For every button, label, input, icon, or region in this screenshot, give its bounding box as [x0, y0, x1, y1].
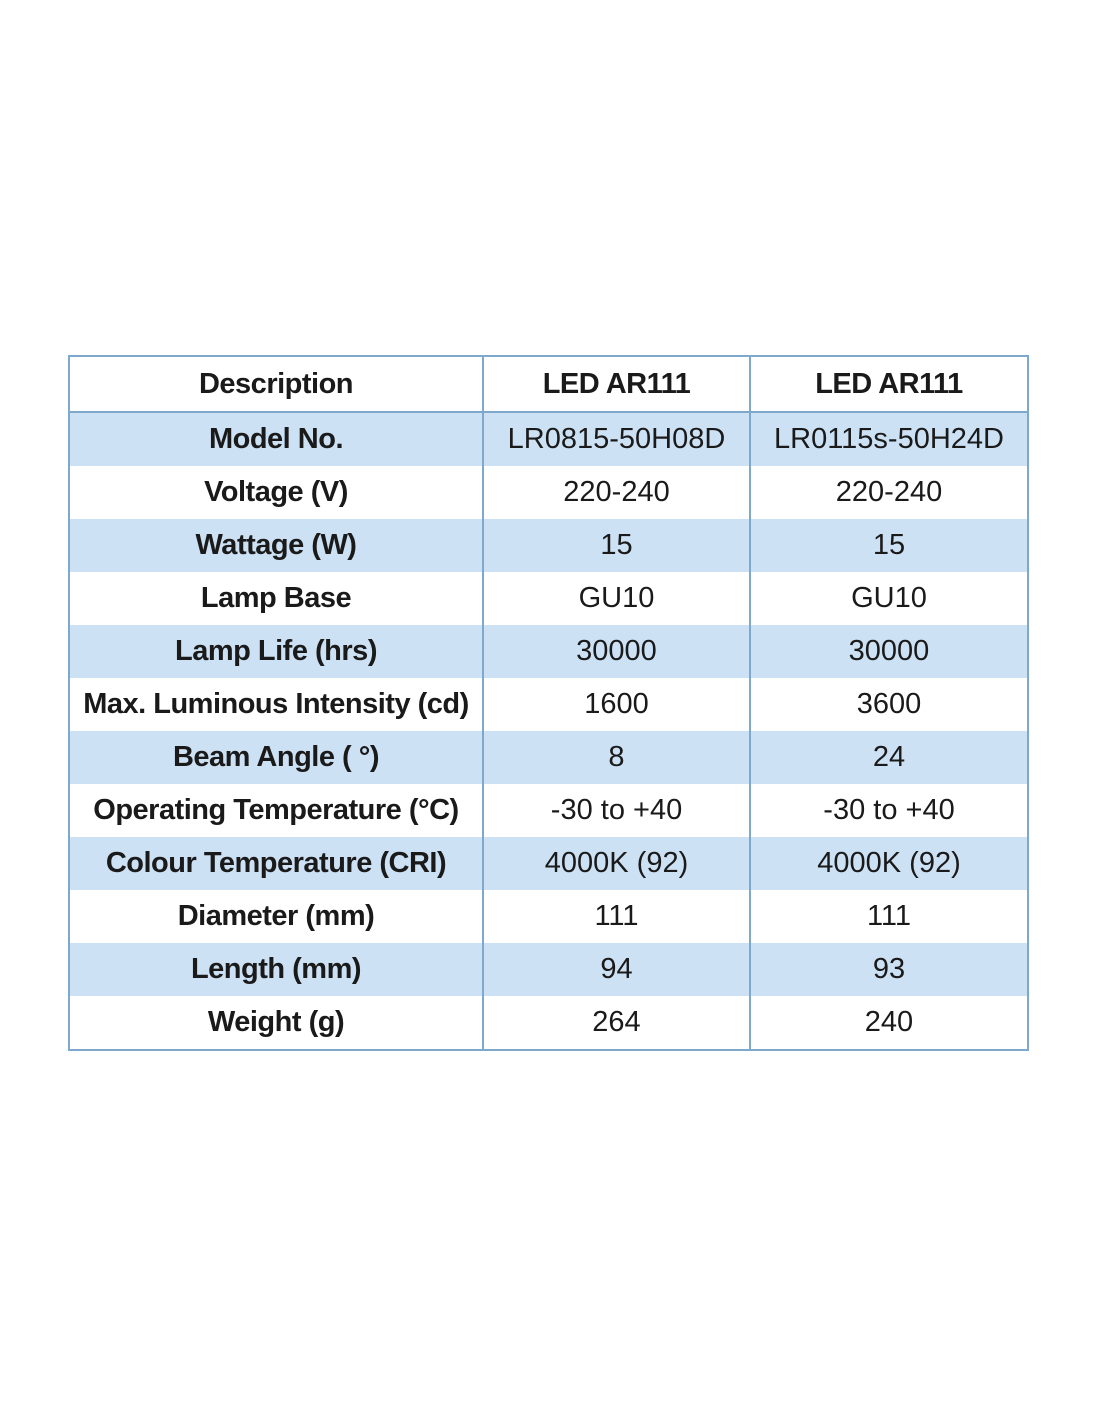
- row-label: Colour Temperature (CRI): [69, 837, 483, 890]
- row-label: Wattage (W): [69, 519, 483, 572]
- row-value-product-2: 30000: [750, 625, 1028, 678]
- table-row: [69, 519, 1028, 572]
- spec-table: [68, 355, 1029, 1051]
- table-row: [69, 625, 1028, 678]
- row-value-product-1: 1600: [483, 678, 750, 731]
- row-label: Lamp Base: [69, 572, 483, 625]
- row-label: Model No.: [69, 412, 483, 466]
- table-row: [69, 678, 1028, 731]
- row-value-product-1: 15: [483, 519, 750, 572]
- header-product-2: LED AR111: [750, 356, 1028, 412]
- row-label: Length (mm): [69, 943, 483, 996]
- table-row: [69, 943, 1028, 996]
- row-label: Operating Temperature (°C): [69, 784, 483, 837]
- row-value-product-1: 30000: [483, 625, 750, 678]
- row-label: Beam Angle ( °): [69, 731, 483, 784]
- table-row: [69, 784, 1028, 837]
- row-label: Weight (g): [69, 996, 483, 1050]
- header-description: Description: [69, 356, 483, 412]
- row-value-product-2: LR0115s-50H24D: [750, 412, 1028, 466]
- row-value-product-1: LR0815-50H08D: [483, 412, 750, 466]
- row-value-product-1: 264: [483, 996, 750, 1050]
- table-row: [69, 996, 1028, 1050]
- table-row: [69, 890, 1028, 943]
- row-value-product-1: 94: [483, 943, 750, 996]
- table-row: [69, 837, 1028, 890]
- row-value-product-1: 4000K (92): [483, 837, 750, 890]
- row-label: Lamp Life (hrs): [69, 625, 483, 678]
- row-value-product-2: 24: [750, 731, 1028, 784]
- table-row: [69, 572, 1028, 625]
- row-value-product-2: 15: [750, 519, 1028, 572]
- table-row: [69, 412, 1028, 466]
- row-value-product-1: GU10: [483, 572, 750, 625]
- table-row: [69, 466, 1028, 519]
- row-value-product-2: GU10: [750, 572, 1028, 625]
- row-value-product-2: 220-240: [750, 466, 1028, 519]
- row-value-product-1: 8: [483, 731, 750, 784]
- row-value-product-1: 111: [483, 890, 750, 943]
- row-label: Voltage (V): [69, 466, 483, 519]
- row-value-product-2: 111: [750, 890, 1028, 943]
- row-value-product-2: 240: [750, 996, 1028, 1050]
- row-label: Diameter (mm): [69, 890, 483, 943]
- row-value-product-2: -30 to +40: [750, 784, 1028, 837]
- header-product-1: LED AR111: [483, 356, 750, 412]
- row-label: Max. Luminous Intensity (cd): [69, 678, 483, 731]
- header-row: [69, 356, 1028, 412]
- row-value-product-1: 220-240: [483, 466, 750, 519]
- row-value-product-2: 93: [750, 943, 1028, 996]
- table-row: [69, 731, 1028, 784]
- row-value-product-1: -30 to +40: [483, 784, 750, 837]
- row-value-product-2: 3600: [750, 678, 1028, 731]
- row-value-product-2: 4000K (92): [750, 837, 1028, 890]
